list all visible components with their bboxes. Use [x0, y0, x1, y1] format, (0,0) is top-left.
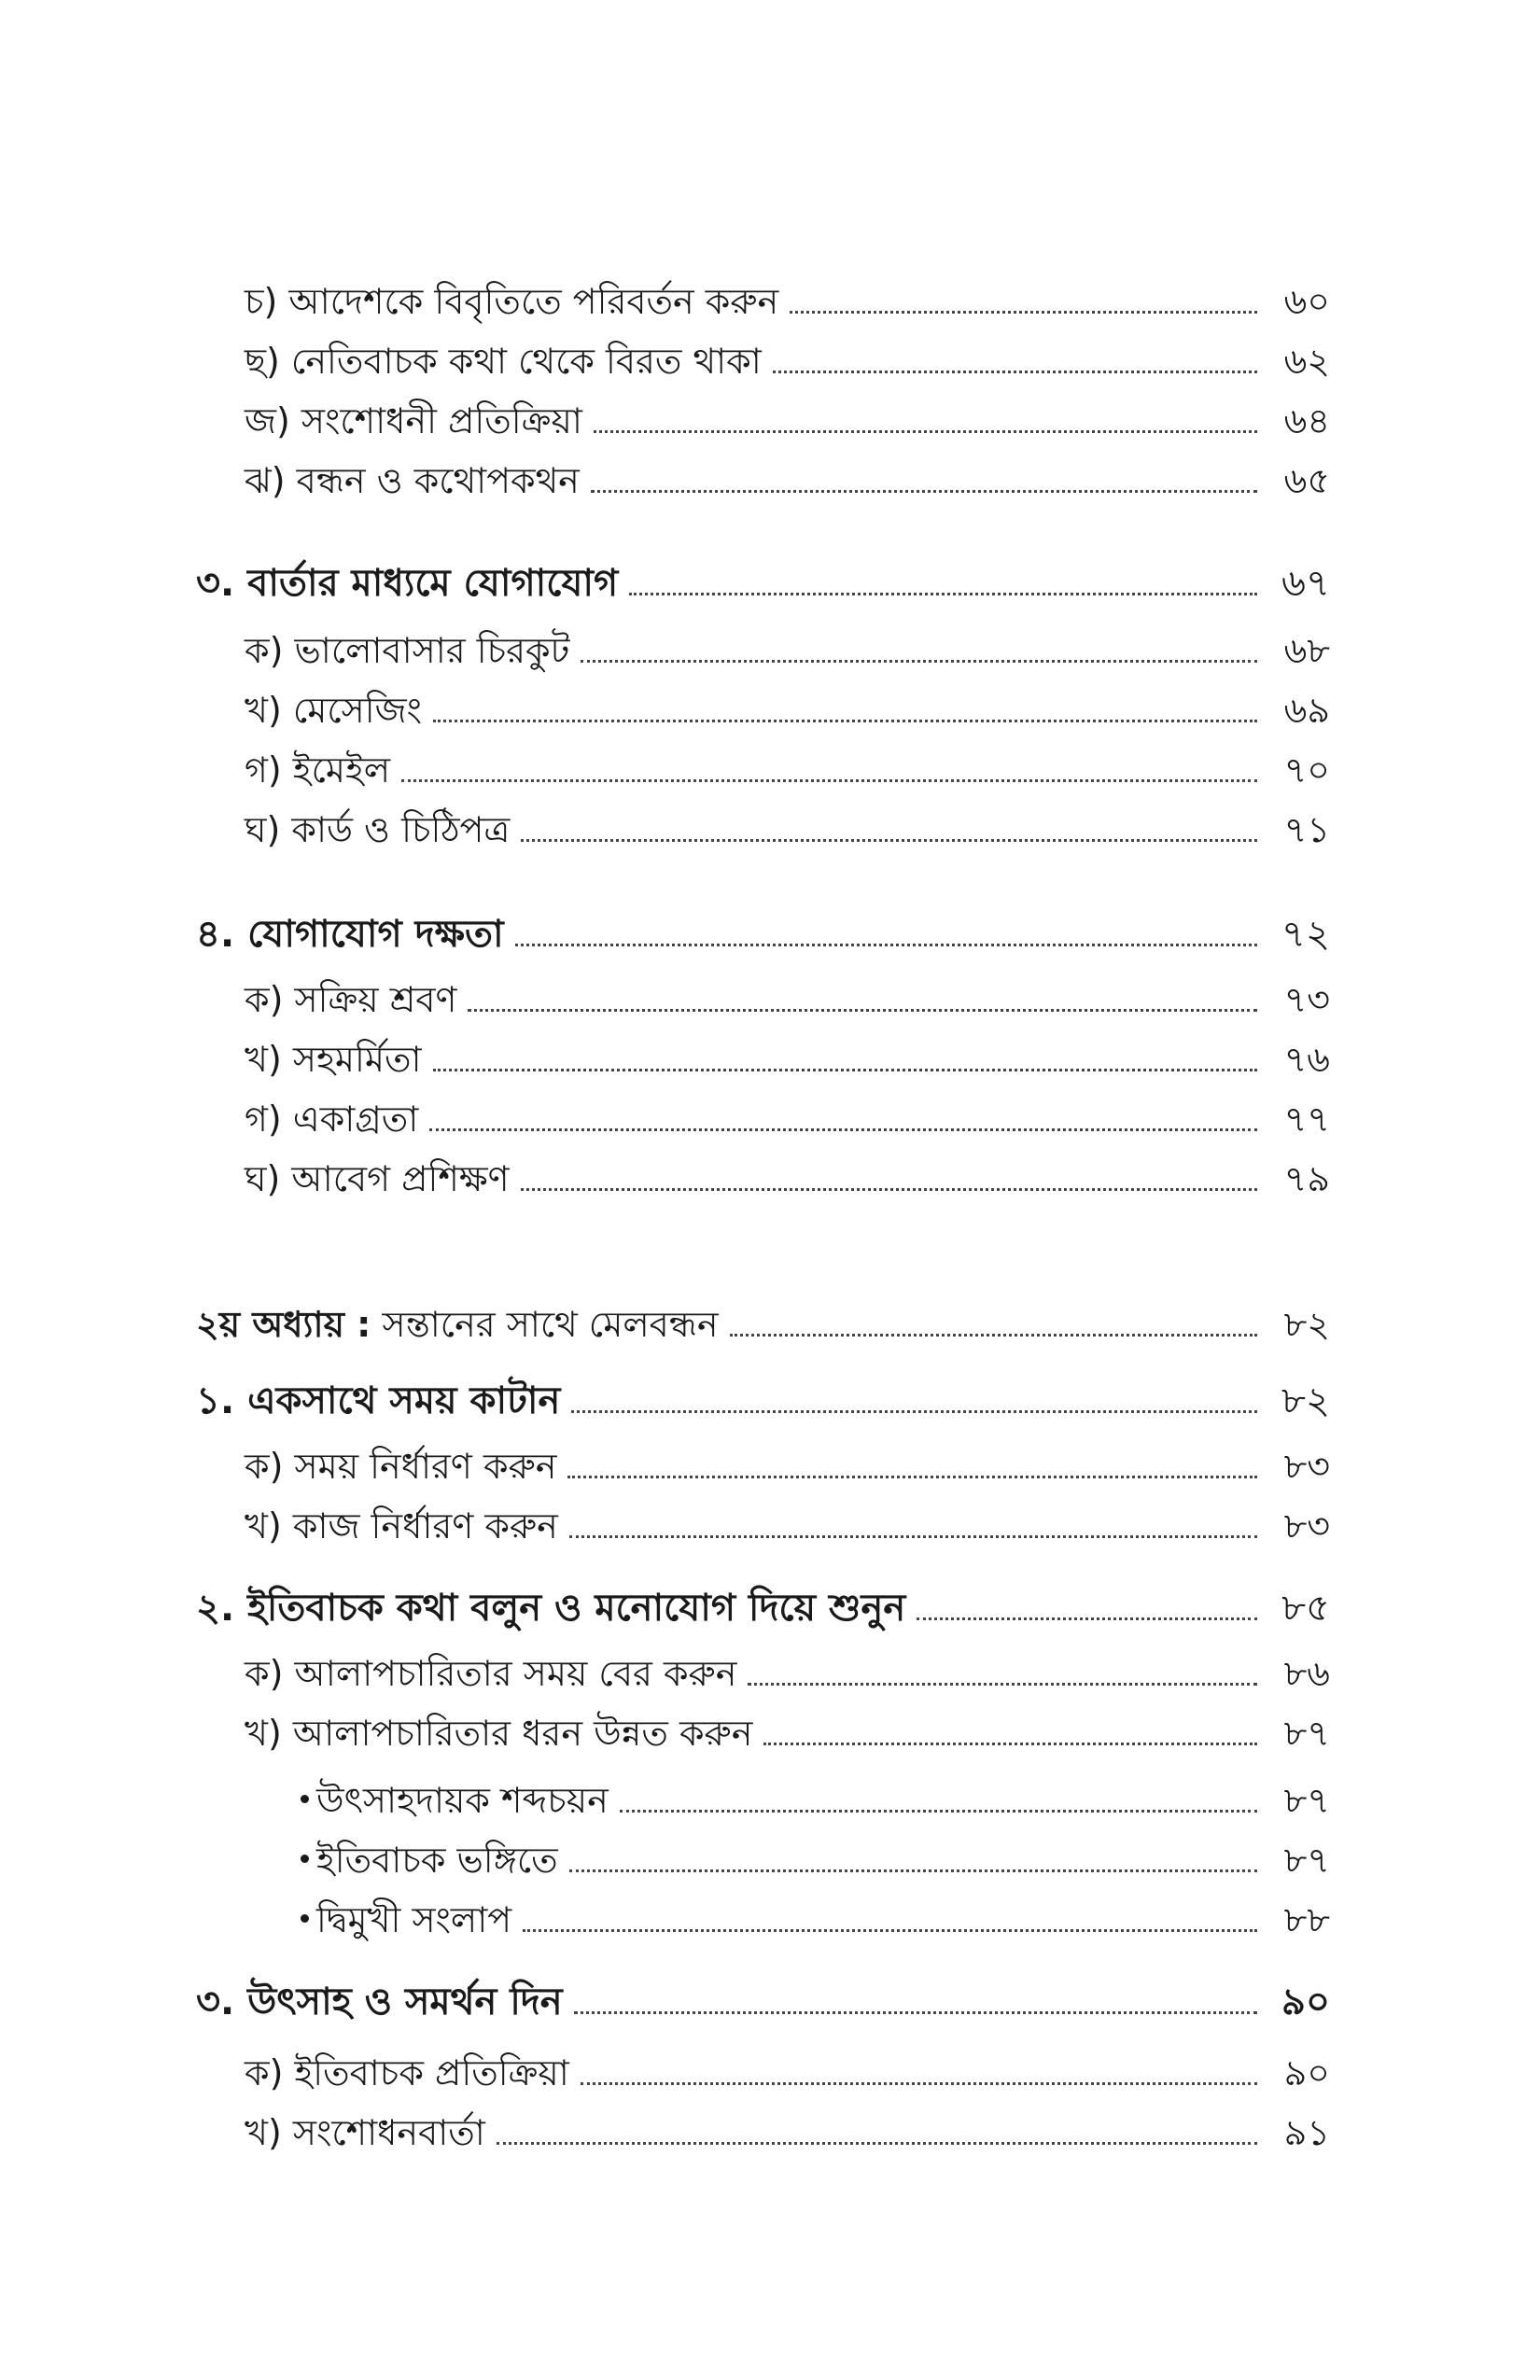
toc-bullet-text: উৎসাহদায়ক শব্দচয়ন [316, 1780, 609, 1821]
toc-entry-label: চ) আদেশকে বিবৃতিতে পরিবর্তন করুন [245, 281, 779, 322]
toc-entry-label: ক) আলাপচারিতার সময় বের করুন [245, 1653, 737, 1694]
toc-entry-page: ৮৭ [1283, 1713, 1330, 1754]
toc-entry [245, 627, 1330, 674]
toc-section-page: ৮২ [1281, 1379, 1330, 1422]
toc-entry [245, 1503, 1330, 1549]
toc-entry [245, 976, 1330, 1023]
dot-leader [574, 2011, 1257, 2014]
toc-entry [245, 398, 1330, 444]
toc-bullet-label [301, 1777, 620, 1824]
dot-leader [497, 2142, 1257, 2145]
toc-entry-page: ৯১ [1283, 2112, 1330, 2153]
toc-section-label: ১. একসাথে সময় কাটান [196, 1379, 561, 1422]
toc-entry-page: ৭৩ [1283, 979, 1330, 1020]
toc-entry-label: খ) সহমর্মিতা [245, 1039, 422, 1080]
toc-section-page: ৭২ [1281, 913, 1330, 956]
toc-bullet-label [301, 1837, 569, 1883]
toc-section [196, 911, 1330, 958]
toc-entry [245, 1710, 1330, 1757]
dot-leader [581, 2082, 1257, 2085]
dot-leader [567, 1476, 1257, 1478]
toc-entry [245, 1443, 1330, 1490]
dot-leader [433, 720, 1257, 722]
toc-entry-label: ঘ) আবেগ প্রশিক্ষণ [245, 1158, 510, 1199]
dot-leader [468, 1009, 1257, 1012]
toc-entry-label: ক) সময় নির্ধারণ করুন [245, 1446, 557, 1487]
toc-entry-label: খ) সংশোধনবার্তা [245, 2112, 485, 2153]
toc-section-label: ৩. উৎসাহ ও সমর্থন দিন [196, 1981, 563, 2023]
dot-leader [730, 1334, 1257, 1337]
chapter-title: সন্তানের সাথে মেলবন্ধন [382, 1304, 719, 1345]
dot-leader [773, 371, 1257, 373]
dot-leader [521, 1188, 1257, 1191]
toc-entry-label: খ) মেসেজিং [245, 690, 422, 731]
dot-leader [571, 1410, 1257, 1413]
dot-leader [581, 660, 1257, 663]
toc-entry [245, 1155, 1330, 1202]
chapter-prefix: ২য় অধ্যায় : [196, 1304, 371, 1345]
toc-section [196, 1979, 1330, 2025]
toc-entry-page: ৮৩ [1283, 1505, 1330, 1547]
toc-chapter-label [196, 1301, 730, 1348]
toc-entry [245, 457, 1330, 504]
dot-leader [620, 1810, 1257, 1813]
bullet-icon [301, 1795, 309, 1803]
bullet-icon [301, 1914, 309, 1923]
bullet-icon [301, 1855, 309, 1863]
toc-entry [245, 687, 1330, 734]
toc-chapter-page: ৮২ [1283, 1304, 1330, 1345]
toc-entry-label: ক) ভালোবাসার চিরকুট [245, 630, 570, 671]
toc-bullet [301, 1897, 1330, 1943]
toc-entry-page: ৬৮ [1283, 630, 1330, 671]
toc-entry [245, 2050, 1330, 2096]
toc-entry-page: ৭৬ [1283, 1039, 1330, 1080]
dot-leader [523, 1929, 1257, 1932]
toc-entry [245, 747, 1330, 793]
dot-leader [433, 1069, 1257, 1071]
dot-leader [569, 1535, 1257, 1538]
toc-entry-page: ৬৫ [1283, 460, 1330, 501]
dot-leader [515, 944, 1257, 946]
toc-entry [245, 2109, 1330, 2156]
toc-section-page: ৯০ [1281, 1981, 1330, 2023]
toc-entry-page: ৭৭ [1283, 1099, 1330, 1140]
toc-section [196, 560, 1330, 607]
toc-entry [245, 1650, 1330, 1697]
toc-entry-label: খ) আলাপচারিতার ধরন উন্নত করুন [245, 1713, 753, 1754]
toc-section [196, 1585, 1330, 1631]
toc-entry-page: ৭১ [1283, 809, 1330, 850]
toc-entry-page: ৬২ [1283, 341, 1330, 382]
toc-chapter [196, 1301, 1330, 1348]
toc-entry-label: ঝ) বন্ধন ও কথোপকথন [245, 460, 580, 501]
toc-entry-label: ক) সক্রিয় শ্রবণ [245, 979, 457, 1020]
toc-entry-label: ক) ইতিবাচক প্রতিক্রিয়া [245, 2052, 569, 2093]
toc-entry [245, 278, 1330, 325]
toc-section-label: ৩. বার্তার মাধ্যমে যোগাযোগ [196, 562, 619, 605]
toc-entry-label: ঘ) কার্ড ও চিঠিপত্র [245, 809, 511, 850]
toc-section [196, 1378, 1330, 1424]
toc-entry-label: জ) সংশোধনী প্রতিক্রিয়া [245, 400, 582, 441]
toc-bullet [301, 1777, 1330, 1824]
toc-entry-label: গ) একাগ্রতা [245, 1099, 419, 1140]
dot-leader [521, 839, 1257, 842]
toc-bullet-page: ৮৭ [1283, 1780, 1330, 1821]
dot-leader [591, 490, 1257, 493]
toc-section-label: ৪. যোগাযোগ দক্ষতা [196, 913, 504, 956]
toc-entry [245, 806, 1330, 853]
toc-entry-page: ৮৩ [1283, 1446, 1330, 1487]
toc-entry-page: ৭৯ [1283, 1158, 1330, 1199]
toc-section-page: ৬৭ [1281, 562, 1330, 605]
toc-bullet-page: ৮৭ [1283, 1840, 1330, 1881]
dot-leader [748, 1683, 1257, 1686]
toc-bullet-label [301, 1897, 523, 1943]
toc-entry-page: ৬৪ [1283, 400, 1330, 441]
toc-entry-label: খ) কাজ নির্ধারণ করুন [245, 1505, 558, 1547]
toc-entry [245, 1096, 1330, 1142]
toc-entry-page: ৯০ [1283, 2052, 1330, 2093]
dot-leader [569, 1869, 1257, 1872]
toc-entry-label: গ) ইমেইল [245, 749, 391, 791]
toc-bullet-text: দ্বিমুখী সংলাপ [316, 1899, 512, 1940]
toc-entry-page: ৭০ [1283, 749, 1330, 791]
dot-leader [763, 1743, 1257, 1745]
toc-entry [245, 1036, 1330, 1083]
toc-entry-page: ৬৯ [1283, 690, 1330, 731]
toc-bullet [301, 1837, 1330, 1883]
toc-section-page: ৮৫ [1281, 1587, 1330, 1630]
toc-bullet-page: ৮৮ [1283, 1899, 1330, 1940]
dot-leader [790, 311, 1257, 314]
toc-entry-page: ৬০ [1283, 281, 1330, 322]
dot-leader [594, 430, 1257, 433]
dot-leader [401, 779, 1257, 782]
toc-section-label: ২. ইতিবাচক কথা বলুন ও মনোযোগ দিয়ে শুনুন [196, 1587, 906, 1630]
dot-leader [917, 1617, 1257, 1620]
toc-entry-page: ৮৬ [1283, 1653, 1330, 1694]
dot-leader [429, 1128, 1257, 1131]
toc-entry [245, 338, 1330, 385]
toc-bullet-text: ইতিবাচক ভঙ্গিতে [316, 1840, 558, 1881]
dot-leader [629, 593, 1257, 595]
toc-entry-label: ছ) নেতিবাচক কথা থেকে বিরত থাকা [245, 341, 762, 382]
